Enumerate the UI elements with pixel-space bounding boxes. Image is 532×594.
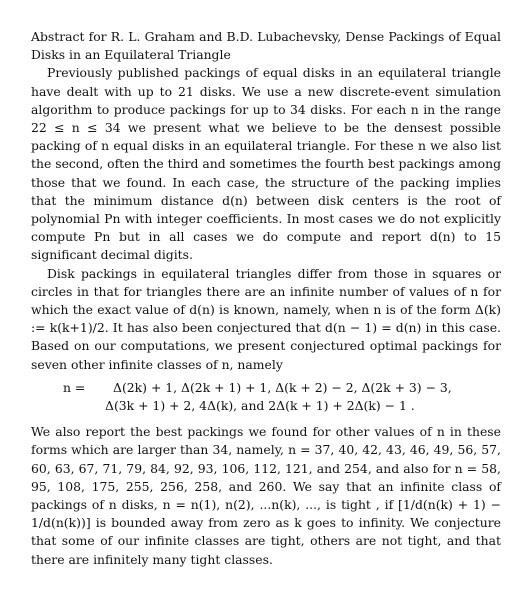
equation-line-2 (31, 397, 501, 415)
equation-lhs: n = (63, 379, 86, 395)
paragraph-2: Disk packings in equilateral triangles differ from those in squares or circles in that for triangles there are an infinite number of values of n for which the exact value of d(n) is known, namely, when n is of the form Δ(k) := k(k+1)/2. It has also been conjectured that d(n − 1) = d(n) in this case. Based on our computations, we present conjectured optimal packings for seven other infinite classes of n, namely (31, 265, 501, 372)
abstract-title: Abstract for R. L. Graham and B.D. Lubachevsky, Dense Packings of Equal Disks in an Equilateral Triangle (31, 29, 501, 63)
paragraph-1: Previously published packings of equal disks in an equilateral triangle have dealt with up to 21 disks. We use a new discrete-event simulation algorithm to produce packings for up to 34 disks. For each n in the range 22 ≤ n ≤ 34 we present what we believe to be the densest possible packing of n equal disks in an equilateral triangle. For these n we also list the second, often the third and sometimes the fourth best packings among those that we found. In each case, the structure of the packing implies that the minimum distance d(n) between disk centers is the root of polynomial Pn with integer coefficients. In most cases we do not explicitly compute Pn but in all cases we do compute and report d(n) to 15 significant decimal digits. (31, 65, 501, 263)
equation-line-2-text: Δ(3k + 1) + 2, 4Δ(k), and 2Δ(k + 1) + 2Δ(k) − 1 . (105, 398, 415, 414)
abstract-page (31, 28, 501, 569)
equation-block (31, 379, 501, 415)
paragraph-3: We also report the best packings we found for other values of n in these forms which are larger than 34, namely, n = 37, 40, 42, 43, 46, 49, 56, 57, 60, 63, 67, 71, 79, 84, 92, 93, 106, 112, 121, and 254, and also for n = 58, 95, 108, 175, 255, 256, 258, and 260. We say that an infinite class of packings of n disks, n = n(1), n(2), ...n(k), ..., is tight , if [1/d(n(k) + 1) − 1/d(n(k))] is bounded away from zero as k goes to infinity. We conjecture that some of our infinite classes are tight, others are not tight, and that there are infinitely many tight classes. (31, 424, 501, 567)
equation-line-1 (31, 379, 501, 397)
equation-line-1-text: Δ(2k) + 1, Δ(2k + 1) + 1, Δ(k + 2) − 2, Δ(2k + 3) − 3, (113, 379, 452, 395)
